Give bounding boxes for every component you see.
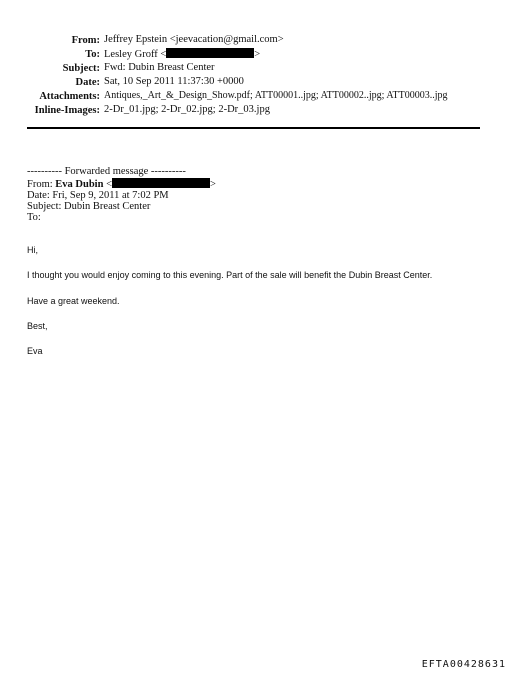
subject-label: Subject: <box>62 63 100 74</box>
inline-images-value: 2-Dr_01.jpg; 2-Dr_02.jpg; 2-Dr_03.jpg <box>104 104 270 115</box>
to-name: Lesley Groff < <box>104 49 167 60</box>
forwarded-date: Date: Fri, Sep 9, 2011 at 7:02 PM <box>27 190 169 201</box>
to-close: > <box>254 49 261 60</box>
forwarded-from-open: < <box>106 179 112 190</box>
forwarded-from-name: Eva Dubin <box>55 179 104 190</box>
header-to-row <box>0 48 100 61</box>
date-label: Date: <box>75 77 100 88</box>
signature: Eva <box>27 346 43 356</box>
from-value: Jeffrey Epstein <jeevacation@gmail.com> <box>104 34 284 45</box>
closing: Best, <box>27 321 48 331</box>
body-line-2: Have a great weekend. <box>27 296 120 306</box>
forwarded-marker: ---------- Forwarded message ---------- <box>27 166 186 177</box>
subject-value: Fwd: Dubin Breast Center <box>104 62 215 73</box>
from-label: From: <box>71 35 100 46</box>
date-value: Sat, 10 Sep 2011 11:37:30 +0000 <box>104 76 244 87</box>
header-inline-images-row <box>0 104 100 117</box>
inline-images-label: Inline-Images: <box>34 105 100 116</box>
redaction-block <box>166 48 254 58</box>
attachments-label: Attachments: <box>39 91 100 102</box>
forwarded-to: To: <box>27 212 41 223</box>
body-line-1: I thought you would enjoy coming to this evening. Part of the sale will benefit the Dubin Breast Center. <box>27 270 433 280</box>
header-divider <box>27 127 480 129</box>
redaction-block <box>112 178 210 188</box>
to-value <box>104 48 260 60</box>
header-attachments-row <box>0 90 100 103</box>
greeting: Hi, <box>27 245 38 255</box>
header-date-row <box>0 76 100 89</box>
forwarded-from-close: > <box>210 179 216 190</box>
header-subject-row <box>0 62 100 75</box>
to-label: To: <box>85 49 100 60</box>
attachments-value: Antiques,_Art_&_Design_Show.pdf; ATT00001..jpg; ATT00002..jpg; ATT00003..jpg <box>104 90 448 101</box>
forwarded-subject: Subject: Dubin Breast Center <box>27 201 151 212</box>
document-id: EFTA00428631 <box>421 659 506 670</box>
forwarded-from-label: From: <box>27 179 53 190</box>
header-from-row <box>0 34 100 47</box>
